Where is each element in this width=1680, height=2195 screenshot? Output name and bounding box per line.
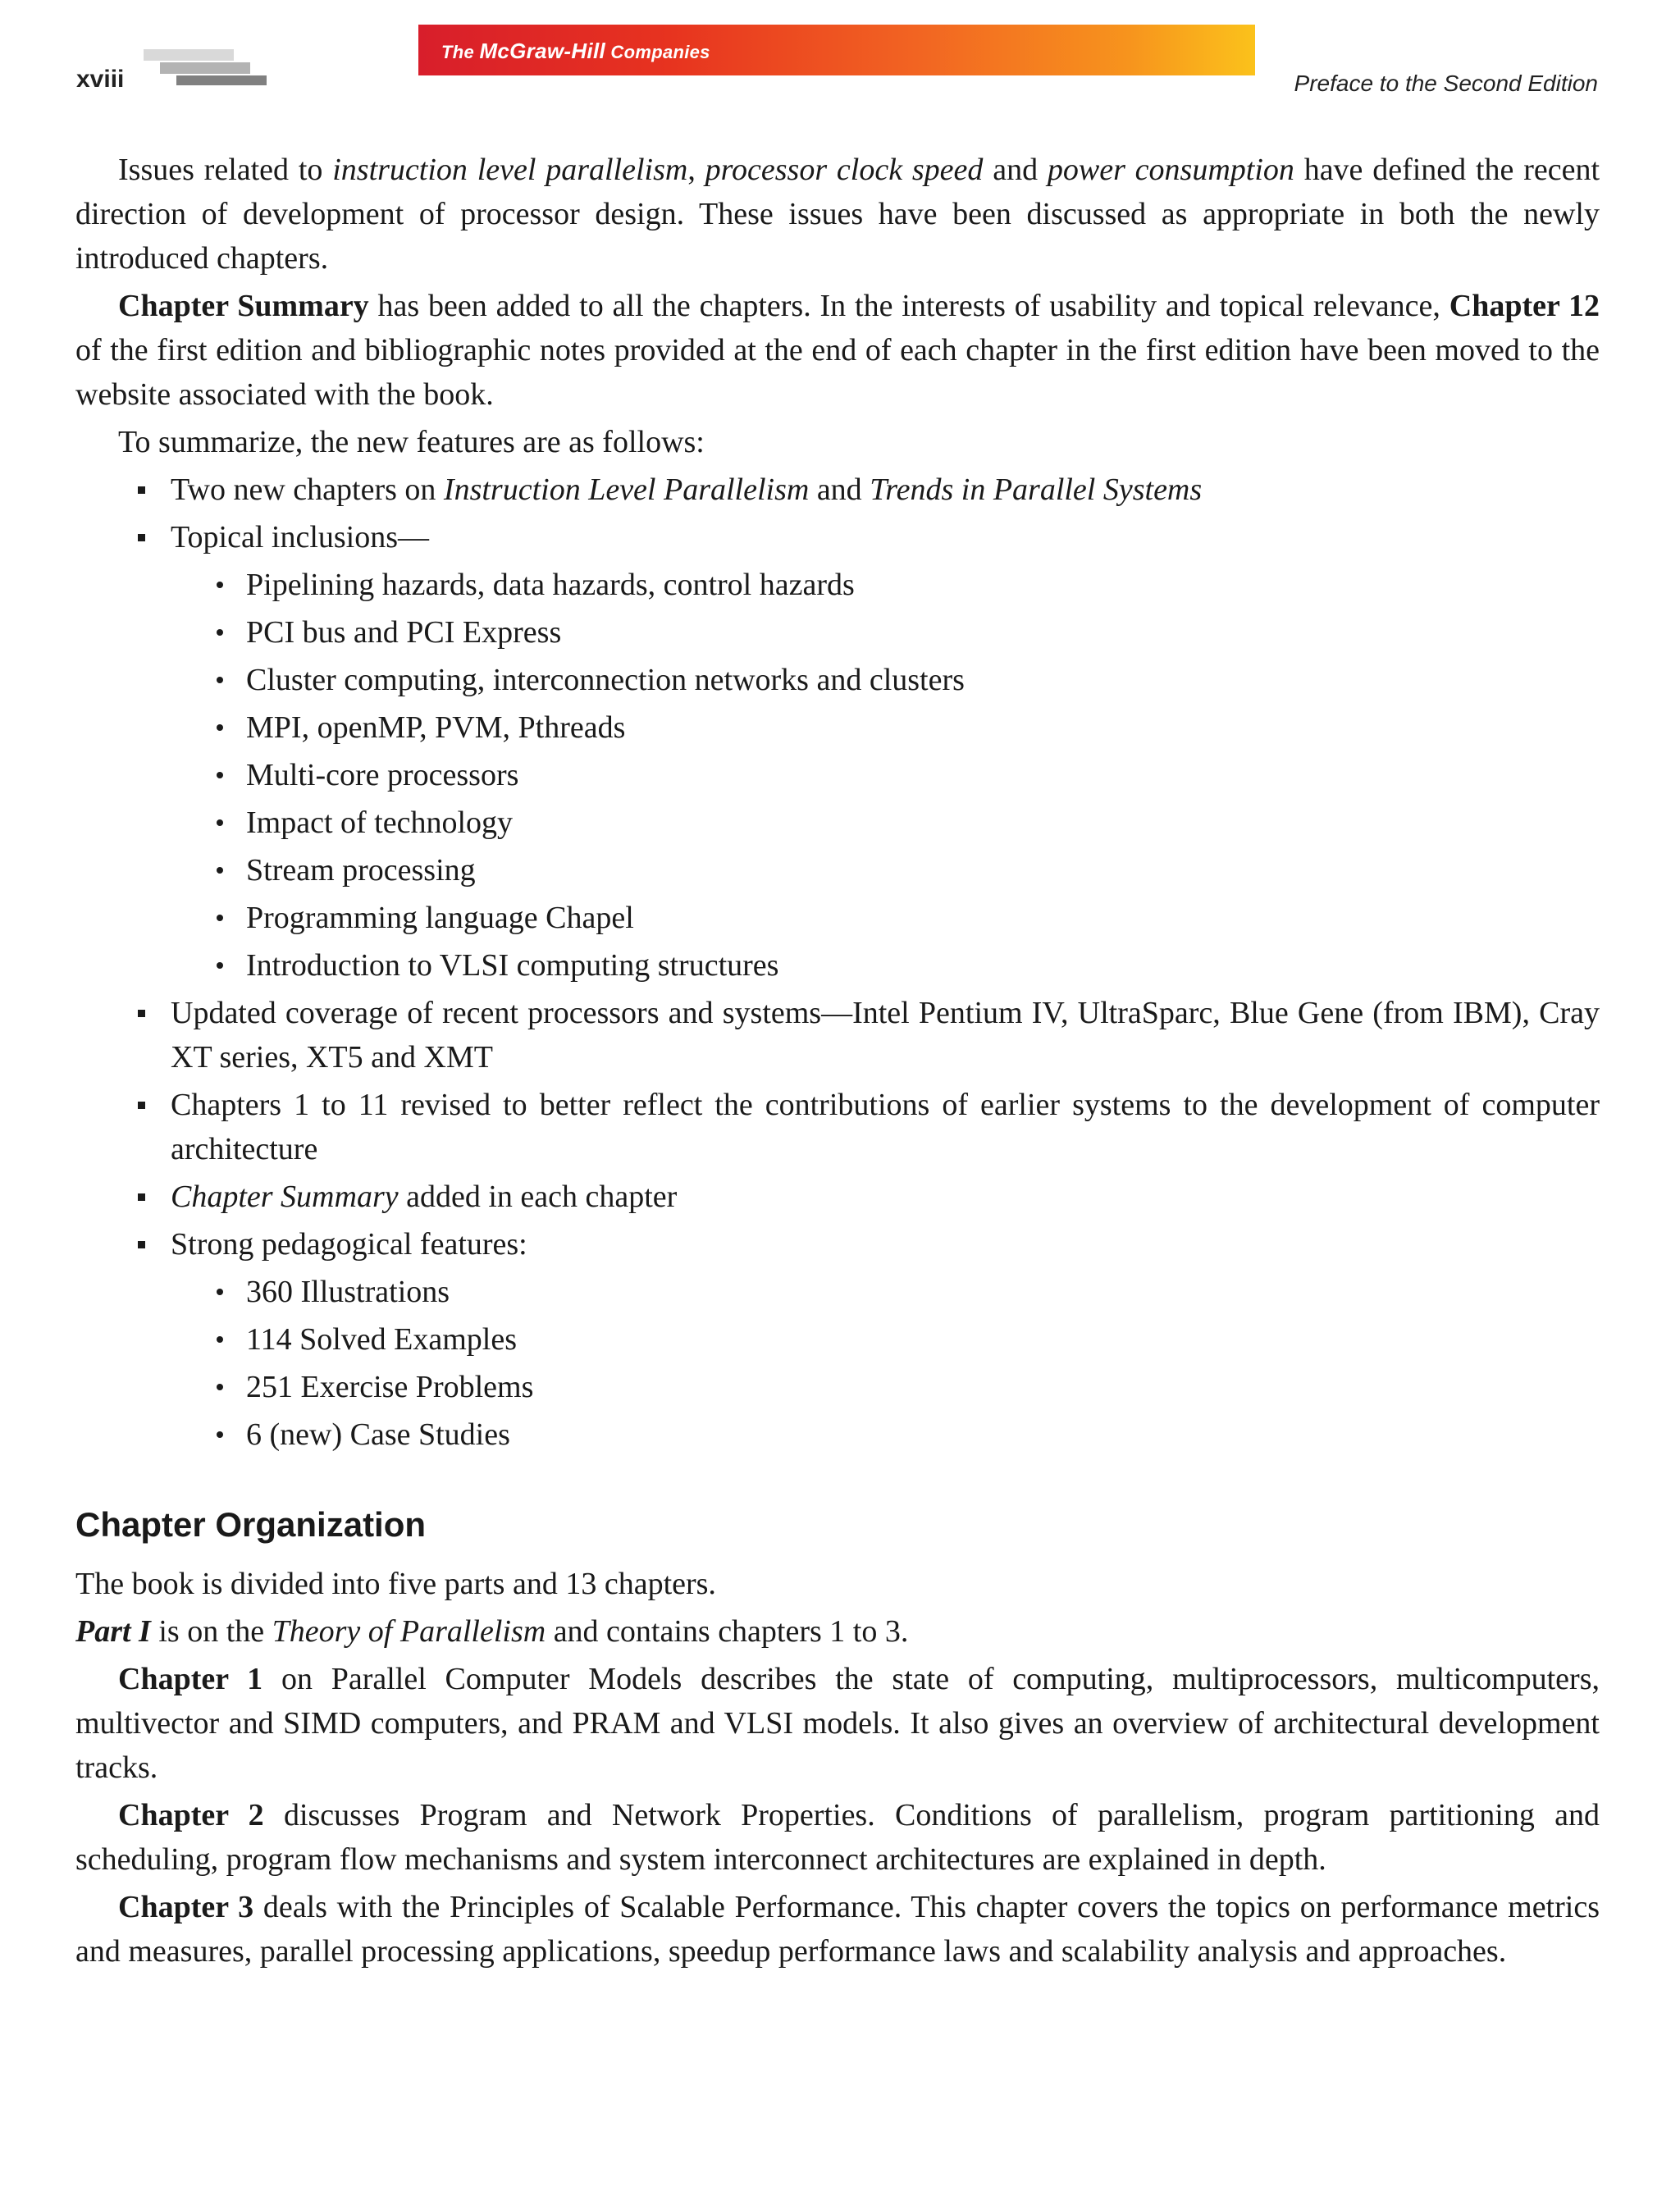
features-intro: To summarize, the new features are as follows: xyxy=(118,425,705,459)
publisher-prefix: The xyxy=(441,42,475,62)
list-item: 114 Solved Examples xyxy=(246,1317,1600,1362)
text: on Parallel Computer Models describes the state of computing, multiprocessors, multicomputers, multivector and SIMD computers, and PRAM and VLSI models. It also gives an overview of architectural development tracks. xyxy=(75,1662,1600,1785)
intro-paragraph xyxy=(75,148,1600,281)
emphasis: power consumption xyxy=(1047,153,1294,187)
emphasis: Theory of Parallelism xyxy=(272,1614,546,1649)
text: is on the xyxy=(150,1614,272,1649)
decor-bar xyxy=(144,49,234,61)
list-item: 6 (new) Case Studies xyxy=(246,1412,1600,1457)
publisher-name: McGraw-Hill xyxy=(479,39,605,63)
bold-term: Chapter 1 xyxy=(118,1662,263,1696)
text: Strong pedagogical features: xyxy=(171,1227,527,1262)
text: deals with the Principles of Scalable Performance. This chapter covers the topics on performance metrics and measures, parallel processing applications, speedup performance laws and scalability analysis and approaches. xyxy=(75,1890,1600,1969)
emphasis: Instruction Level Parallelism xyxy=(443,472,810,507)
text: of the first edition and bibliographic notes provided at the end of each chapter in the first edition have been moved to the website associated with the book. xyxy=(75,333,1600,412)
list-item: Introduction to VLSI computing structures xyxy=(246,943,1600,988)
list-item: PCI bus and PCI Express xyxy=(246,610,1600,655)
part1-paragraph xyxy=(75,1609,1600,1654)
features-list xyxy=(75,468,1600,1457)
list-item: Pipelining hazards, data hazards, control hazards xyxy=(246,563,1600,607)
text: , xyxy=(687,153,705,187)
text: has been added to all the chapters. In the interests of usability and topical relevance, xyxy=(368,289,1449,323)
pedagogical-features-list xyxy=(171,1270,1600,1457)
emphasis: processor clock speed xyxy=(705,153,984,187)
publisher-suffix: Companies xyxy=(610,42,710,62)
list-item xyxy=(171,1175,1600,1219)
section-heading: Chapter Organization xyxy=(75,1505,427,1544)
list-item: Multi-core processors xyxy=(246,753,1600,797)
bold-term: Part I xyxy=(75,1614,151,1649)
text: and xyxy=(983,153,1048,187)
list-item: 251 Exercise Problems xyxy=(246,1365,1600,1409)
list-item xyxy=(171,468,1600,512)
topical-inclusions-list xyxy=(171,563,1600,988)
publisher-banner xyxy=(418,25,1255,75)
list-item xyxy=(171,1222,1600,1457)
page-body xyxy=(75,148,1600,1977)
list-item: 360 Illustrations xyxy=(246,1270,1600,1314)
emphasis: instruction level parallelism xyxy=(332,153,688,187)
emphasis: Trends in Parallel Systems xyxy=(870,472,1203,507)
text: Issues related to xyxy=(118,153,333,187)
list-item xyxy=(171,515,1600,988)
bold-term: Chapter 12 xyxy=(1449,289,1600,323)
header-decoration xyxy=(144,49,267,86)
org-intro: The book is divided into five parts and 13 chapters. xyxy=(75,1567,716,1601)
text: and contains chapters 1 to 3. xyxy=(546,1614,909,1649)
text: Topical inclusions— xyxy=(171,520,430,554)
bold-term: Chapter 3 xyxy=(118,1890,254,1924)
bold-term: Chapter Summary xyxy=(118,289,369,323)
list-item: Impact of technology xyxy=(246,801,1600,845)
list-item: Cluster computing, interconnection networks and clusters xyxy=(246,658,1600,702)
text: and xyxy=(809,472,870,507)
text: added in each chapter xyxy=(398,1180,678,1214)
running-title: Preface to the Second Edition xyxy=(1294,71,1598,96)
list-item: MPI, openMP, PVM, Pthreads xyxy=(246,705,1600,750)
bold-term: Chapter 2 xyxy=(118,1798,264,1832)
list-item: Chapters 1 to 11 revised to better reflect the contributions of earlier systems to the development of computer architecture xyxy=(171,1083,1600,1171)
chapter1-paragraph xyxy=(75,1657,1600,1790)
page-number: xviii xyxy=(76,66,125,93)
publisher-logo xyxy=(441,39,710,64)
list-item: Programming language Chapel xyxy=(246,896,1600,940)
decor-bar xyxy=(160,62,250,74)
emphasis: Chapter Summary xyxy=(171,1180,399,1214)
chapter2-paragraph xyxy=(75,1793,1600,1882)
text: have defined the recent direction of development of processor design. These issues have been discussed as appropriate in both the newly introduced chapters. xyxy=(75,153,1600,276)
decor-bar xyxy=(176,75,267,85)
chapter3-paragraph xyxy=(75,1885,1600,1974)
text: Two new chapters on xyxy=(171,472,444,507)
summary-paragraph xyxy=(75,284,1600,417)
list-item: Updated coverage of recent processors and systems—Intel Pentium IV, UltraSparc, Blue Gene (from IBM), Cray XT series, XT5 and XMT xyxy=(171,991,1600,1079)
list-item: Stream processing xyxy=(246,848,1600,892)
text: discusses Program and Network Properties. Conditions of parallelism, program partitioning and scheduling, program flow mechanisms and system interconnect architectures are explained in depth. xyxy=(75,1798,1600,1877)
